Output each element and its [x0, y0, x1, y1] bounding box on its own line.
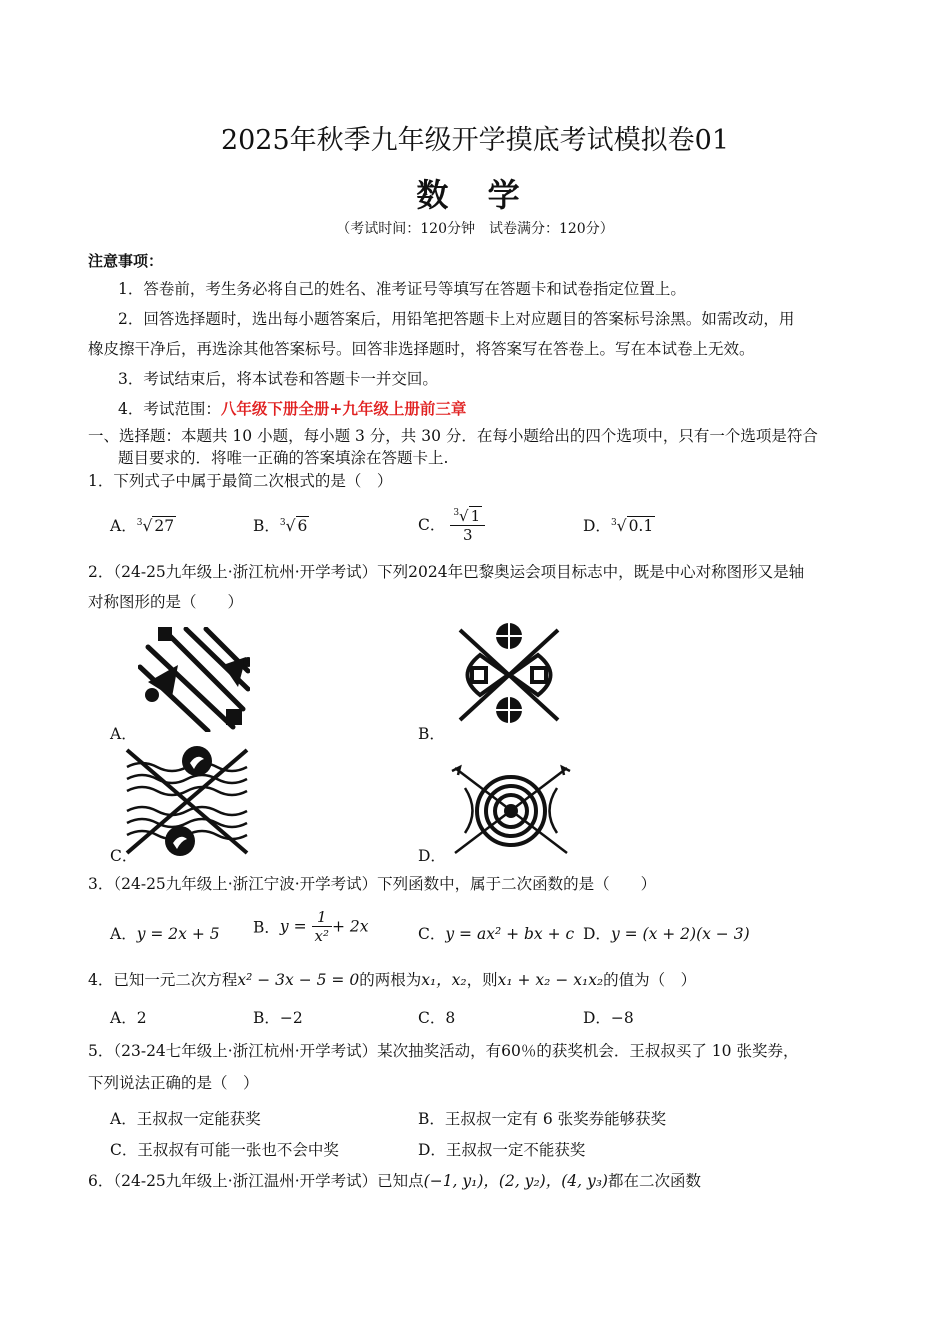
q3-option-d[interactable]: D．y = (x + 2)(x − 3)	[583, 925, 750, 943]
q4-option-b[interactable]: B．−2	[253, 1009, 303, 1027]
note-1: 1．答卷前，考生务必将自己的姓名、准考证号等填写在答题卡和试卷指定位置上。	[118, 280, 686, 298]
surfing-logo[interactable]	[122, 745, 252, 857]
notes-heading: 注意事项：	[88, 252, 164, 270]
q2-option-d[interactable]: D．	[418, 847, 446, 865]
q5-stem-line1: 5．（23-24七年级上·浙江杭州·开学考试）某次抽奖活动，有60％的获奖机会．王叔叔买了 10 张奖券，	[88, 1042, 799, 1060]
note-2-line1: 2．回答选择题时，选出每小题答案后，用铅笔把答题卡上对应题目的答案标号涂黑。如需改动，用	[118, 310, 795, 328]
q6-stem: 6．（24-25九年级上·浙江温州·开学考试）已知点(−1, y₁)，(2, y₂)，(4, y₃)都在二次函数	[88, 1172, 701, 1190]
q3-option-a[interactable]: A．y = 2x + 5	[110, 925, 220, 943]
q3-option-c[interactable]: C．y = ax² + bx + c	[418, 925, 575, 943]
section-1-line2: 题目要求的．将唯一正确的答案填涂在答题卡上.	[118, 449, 449, 467]
exam-title: 2025年秋季九年级开学摸底考试模拟卷01	[220, 125, 730, 156]
q4-option-c[interactable]: C．8	[418, 1009, 456, 1027]
q2-option-a[interactable]: A．	[110, 725, 137, 743]
q5-option-b[interactable]: B．王叔叔一定有 6 张奖券能够获奖	[418, 1110, 667, 1128]
exam-range: 八年级下册全册+九年级上册前三章	[220, 399, 467, 418]
q2-stem-line1: 2．（24-25九年级上·浙江杭州·开学考试）下列2024年巴黎奥运会项目标志中，既是中心对称图形又是轴	[88, 563, 805, 581]
q4-option-d[interactable]: D．−8	[583, 1009, 634, 1027]
q1-option-b[interactable]: B．$^3$√ 6	[253, 517, 308, 535]
q5-stem-line2: 下列说法正确的是（ ）	[88, 1074, 259, 1092]
note-2-line2: 橡皮擦干净后，再选涂其他答案标号。回答非选择题时，将答案写在答卷上。写在本试卷上无效。	[88, 340, 755, 358]
note-4-prefix: 4．考试范围：	[118, 400, 221, 418]
q3-stem: 3．（24-25九年级上·浙江宁波·开学考试）下列函数中，属于二次函数的是（ ）	[88, 875, 657, 893]
q2-option-c[interactable]: C．	[110, 847, 138, 865]
time-info: （考试时间：120分钟 试卷满分：120分）	[336, 221, 614, 237]
q5-option-a[interactable]: A．王叔叔一定能获奖	[110, 1110, 261, 1128]
q1-option-d[interactable]: D．$^3$√ 0.1	[583, 517, 654, 535]
q2-option-b[interactable]: B．	[418, 725, 445, 743]
note-4	[118, 394, 466, 424]
note-3: 3．考试结束后，将本试卷和答题卡一并交回。	[118, 370, 438, 388]
badminton-logo[interactable]	[138, 627, 250, 732]
q3-option-b[interactable]: B．y = $\frac{1}{\text{x²}}$ + 2x	[253, 908, 369, 945]
q5-option-c[interactable]: C．王叔叔有可能一张也不会中奖	[110, 1141, 339, 1159]
q4-option-a[interactable]: A．2	[110, 1009, 147, 1027]
q1-option-a[interactable]: A．$^3$√ 27	[110, 517, 175, 535]
q1-stem: 1．下列式子中属于最简二次根式的是（ ）	[88, 472, 393, 490]
section-1-line1: 一、选择题：本题共 10 小题，每小题 3 分，共 30 分．在每小题给出的四个选项中，只有一个选项是符合	[88, 427, 818, 445]
q1-option-c[interactable]: C． $\frac{^3√ 1}{3}$	[418, 504, 485, 544]
q2-stem-line2: 对称图形的是（ ）	[88, 593, 244, 611]
q4-stem: 4．已知一元二次方程x² − 3x − 5 = 0的两根为x₁，x₂，则x₁ + x₂ − x₁x₂的值为（ ）	[88, 971, 697, 989]
basketball-logo[interactable]	[450, 620, 568, 725]
q5-option-d[interactable]: D．王叔叔一定不能获奖	[418, 1141, 586, 1159]
archery-logo[interactable]	[450, 763, 572, 858]
subject-title: 数 学	[416, 176, 534, 214]
